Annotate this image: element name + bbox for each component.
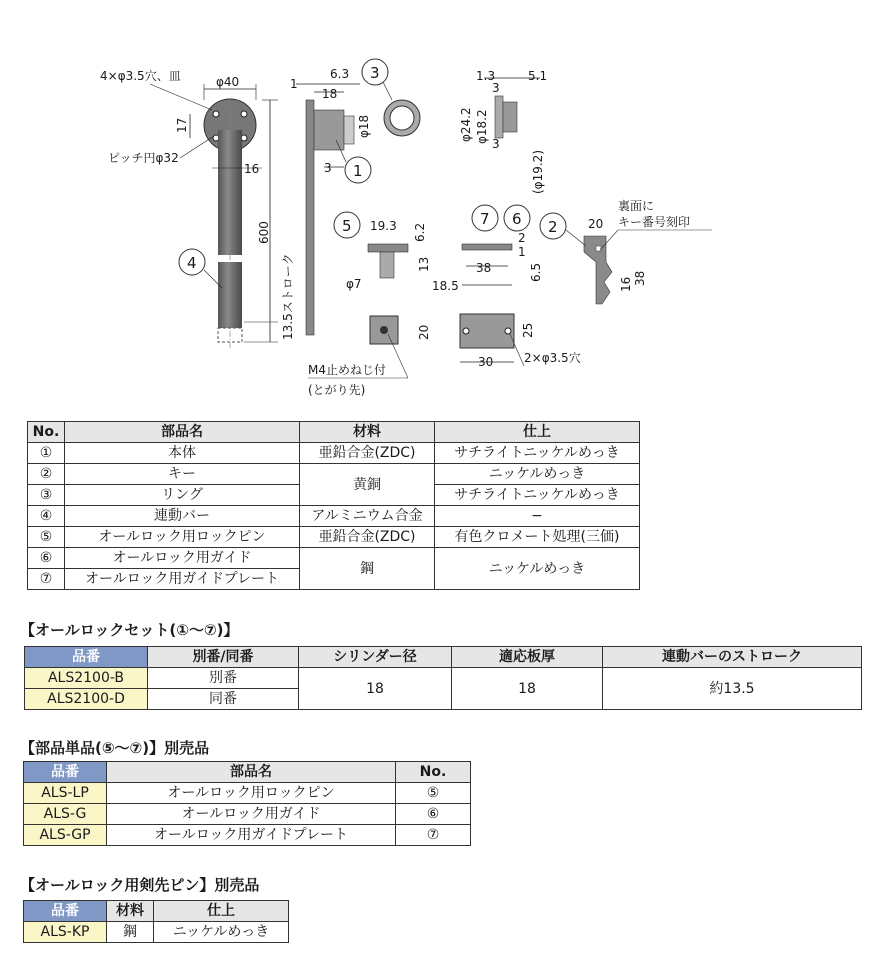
label-dim18: 18	[322, 87, 338, 101]
hole	[241, 111, 247, 117]
label-dim3c: 3	[492, 137, 500, 151]
set-type: 別番	[148, 668, 299, 689]
pin-part-number: ALS-KP	[24, 922, 107, 943]
label-dim2: 2	[518, 231, 526, 245]
label-m4: M4止めねじ付	[308, 363, 386, 377]
label-dim20k: 20	[588, 217, 604, 231]
hole	[213, 111, 219, 117]
pin-table	[23, 900, 289, 943]
label-dim38k: 38	[633, 270, 647, 286]
label-dim30: 30	[478, 355, 494, 369]
label-dim16k: 16	[619, 276, 633, 292]
table-row	[28, 506, 640, 527]
single-part-number: ALS-GP	[24, 825, 107, 846]
single-table	[23, 761, 471, 846]
pin-finish: ニッケルめっき	[154, 922, 289, 943]
part-1-drawing	[290, 67, 371, 335]
label-dim600: 600	[257, 221, 271, 244]
label-pitch: ピッチ円φ32	[108, 151, 179, 165]
part-no: ④	[28, 506, 65, 527]
label-tip: (とがり先)	[308, 383, 366, 397]
label-dim17: 17	[175, 117, 189, 133]
part-finish: ニッケルめっき	[435, 464, 640, 485]
callout-6-label: 6	[512, 210, 522, 228]
table-row	[24, 825, 471, 846]
label-stroke: 13.5ストローク	[281, 253, 295, 340]
single-header-part: 品番	[24, 762, 107, 783]
single-part-number: ALS-LP	[24, 783, 107, 804]
parts-header-row	[28, 422, 640, 443]
single-header-name: 部品名	[107, 762, 396, 783]
pin-header-part: 品番	[24, 901, 107, 922]
set-header-thickness: 適応板厚	[452, 647, 603, 668]
part-finish: 有色クロメート処理(三価)	[435, 527, 640, 548]
pin-header-material: 材料	[107, 901, 154, 922]
part-finish: サチライトニッケルめっき	[435, 485, 640, 506]
label-key-back: 裏面に	[618, 199, 655, 213]
table-row	[25, 668, 862, 689]
part-material: 亜鉛合金(ZDC)	[300, 443, 435, 464]
label-dim1: 1	[290, 77, 298, 91]
label-dim13: 13	[417, 256, 431, 272]
label-holes2: 2×φ3.5穴	[524, 351, 581, 365]
label-dia7: φ7	[346, 277, 362, 291]
set-type: 同番	[148, 689, 299, 710]
label-dia18: φ18	[357, 114, 371, 138]
table-row	[24, 804, 471, 825]
label-dim6-2: 6.2	[413, 222, 427, 242]
parts-header-material: 材料	[300, 422, 435, 443]
part-4-drawing	[100, 69, 295, 348]
part-no: ⑦	[28, 569, 65, 590]
single-part-name: オールロック用ロックピン	[107, 783, 396, 804]
single-header-row	[24, 762, 471, 783]
label-dim25: 25	[521, 322, 535, 338]
single-part-number: ALS-G	[24, 804, 107, 825]
part-no: ⑤	[28, 527, 65, 548]
part-name: オールロック用ロックピン	[65, 527, 300, 548]
callout-1-label: 1	[353, 162, 363, 180]
label-dia18-2: φ18.2	[475, 109, 489, 144]
set-cylinder: 18	[299, 668, 452, 710]
label-dim1b: 1	[518, 245, 526, 259]
table-row	[28, 443, 640, 464]
callout-2-label: 2	[548, 218, 558, 236]
label-dim3: 3	[324, 161, 332, 175]
part-name: オールロック用ガイド	[65, 548, 300, 569]
part-name: 連動バー	[65, 506, 300, 527]
part-material: 鋼	[300, 548, 435, 590]
table-row	[28, 464, 640, 485]
set-header-type: 別番/同番	[148, 647, 299, 668]
label-dim6-5: 6.5	[529, 262, 543, 282]
technical-drawing	[0, 0, 886, 410]
label-dia24-2: φ24.2	[459, 107, 473, 142]
pin-header-row	[24, 901, 289, 922]
part-finish: −	[435, 506, 640, 527]
label-dim38g: 38	[476, 261, 492, 275]
single-part-no: ⑥	[396, 804, 471, 825]
single-part-no: ⑤	[396, 783, 471, 804]
callout-7-label: 7	[480, 210, 490, 228]
label-dim5-1: 5.1	[528, 69, 548, 83]
part-material: アルミニウム合金	[300, 506, 435, 527]
pin-section-title: 【オールロック用剣先ピン】別売品	[20, 876, 260, 894]
callout-4-label: 4	[187, 254, 197, 272]
set-stroke: 約13.5	[603, 668, 862, 710]
part-no: ③	[28, 485, 65, 506]
pin-material: 鋼	[107, 922, 154, 943]
label-dim19-3: 19.3	[370, 219, 397, 233]
single-section-title: 【部品単品(⑤〜⑦)】別売品	[20, 739, 210, 757]
set-section-title: 【オールロックセット(①〜⑦)】	[20, 621, 239, 639]
single-part-name: オールロック用ガイドプレート	[107, 825, 396, 846]
part-name: 本体	[65, 443, 300, 464]
table-row	[28, 548, 640, 569]
part-finish: ニッケルめっき	[435, 548, 640, 590]
part-finish: サチライトニッケルめっき	[435, 443, 640, 464]
single-header-no: No.	[396, 762, 471, 783]
pin-header-finish: 仕上	[154, 901, 289, 922]
part-name: キー	[65, 464, 300, 485]
part-3-drawing	[362, 59, 547, 194]
set-header-stroke: 連動バーのストローク	[603, 647, 862, 668]
part-name: オールロック用ガイドプレート	[65, 569, 300, 590]
part-2-drawing	[540, 199, 712, 304]
label-dim16: 16	[244, 162, 260, 176]
callout-5-label: 5	[342, 217, 352, 235]
single-part-name: オールロック用ガイド	[107, 804, 396, 825]
parts-header-name: 部品名	[65, 422, 300, 443]
label-key-mark: キー番号刻印	[618, 215, 691, 229]
set-part-number: ALS2100-D	[25, 689, 148, 710]
label-holes: 4×φ3.5穴、皿	[100, 69, 181, 83]
set-part-number: ALS2100-B	[25, 668, 148, 689]
callout-3-label: 3	[370, 64, 380, 82]
set-header-cylinder: シリンダー径	[299, 647, 452, 668]
table-row	[24, 922, 289, 943]
set-header-row	[25, 647, 862, 668]
label-dia19-2: (φ19.2)	[531, 150, 545, 194]
set-table	[24, 646, 862, 710]
parts-header-no: No.	[28, 422, 65, 443]
set-header-part: 品番	[25, 647, 148, 668]
label-dim18-5: 18.5	[432, 279, 459, 293]
part-5-drawing	[308, 212, 431, 397]
table-row	[28, 527, 640, 548]
label-dim6-3: 6.3	[330, 67, 350, 81]
part-no: ①	[28, 443, 65, 464]
set-thickness: 18	[452, 668, 603, 710]
part-no: ②	[28, 464, 65, 485]
single-part-no: ⑦	[396, 825, 471, 846]
part-material: 黄銅	[300, 464, 435, 506]
label-dim3b: 3	[492, 81, 500, 95]
label-dim1-3: 1.3	[476, 69, 496, 83]
label-dim20p: 20	[417, 324, 431, 340]
label-dia40: φ40	[216, 75, 240, 89]
table-row	[24, 783, 471, 804]
part-material: 亜鉛合金(ZDC)	[300, 527, 435, 548]
part-name: リング	[65, 485, 300, 506]
parts-header-finish: 仕上	[435, 422, 640, 443]
part-no: ⑥	[28, 548, 65, 569]
parts-table	[27, 421, 640, 590]
